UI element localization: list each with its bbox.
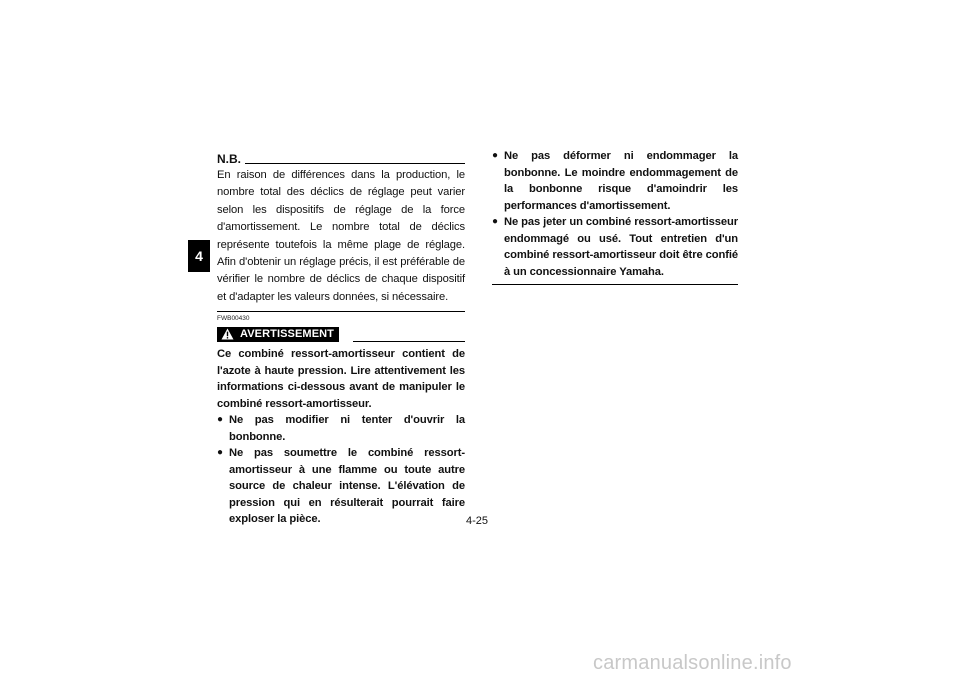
chapter-tab-number: 4 [195, 248, 203, 264]
warning-end-rule [492, 284, 738, 285]
right-column [492, 148, 738, 285]
warning-intro: Ce combiné ressort-amortisseur contient de l'azote à haute pression. Lire attentivement les informations ci-dessous avant de manipuler le combiné ressort-amortisseur. [217, 348, 465, 410]
note-text: En raison de différences dans la production, le nombre total des déclics de réglage peut varier selon les dispositifs de réglage de la force d'amortissement. Le nombre total de déclics représente toutefois la même plage de réglage. Afin d'obtenir un réglage précis, il est préférable de vérifier le nombre de déclics de chaque dispositif et d'adapter les valeurs données, si nécessaire. [217, 169, 465, 303]
page-number: 4-25 [466, 515, 489, 527]
warning-bullet [492, 148, 738, 214]
warning-bullet-text: Ne pas déformer ni endommager la bonbonne. Le moindre endommagement de la bonbonne risque d'amoindrir les performances d'amortissement. [504, 150, 738, 212]
warning-triangle-icon [221, 328, 234, 340]
note-header [217, 150, 465, 166]
warning-bullet-text: Ne pas jeter un combiné ressort-amortisseur endommagé ou usé. Tout entretien d'un combiné ressort-amortisseur doit être confié à un concessionnaire Yamaha. [504, 216, 738, 278]
warning-code: FWB00430 [217, 315, 250, 323]
bullet-dot-icon: ● [217, 447, 224, 459]
warning-bullet [217, 445, 465, 528]
warning-bullet-text: Ne pas soumettre le combiné ressort-amortisseur à une flamme ou toute autre source de chaleur intense. L'élévation de pression qui en résulterait pourrait faire exploser la pièce. [229, 447, 465, 526]
warning-bullet [492, 214, 738, 280]
warning-header [217, 325, 465, 343]
warning-header-rule [353, 341, 465, 342]
bullet-dot-icon: ● [492, 150, 499, 161]
watermark-text: carmanualsonline.info [593, 652, 792, 674]
warning-label-box [217, 327, 339, 342]
note-header-rule [245, 163, 465, 164]
chapter-tab [188, 240, 210, 272]
warning-bullet [217, 412, 465, 445]
warning-label: AVERTISSEMENT [240, 328, 334, 341]
bullet-dot-icon: ● [492, 216, 499, 227]
note-label: N.B. [217, 152, 241, 166]
note-end-rule [217, 311, 465, 312]
left-column [217, 150, 465, 528]
bullet-dot-icon: ● [217, 414, 224, 426]
warning-bullet-text: Ne pas modifier ni tenter d'ouvrir la bonbonne. [229, 414, 465, 443]
